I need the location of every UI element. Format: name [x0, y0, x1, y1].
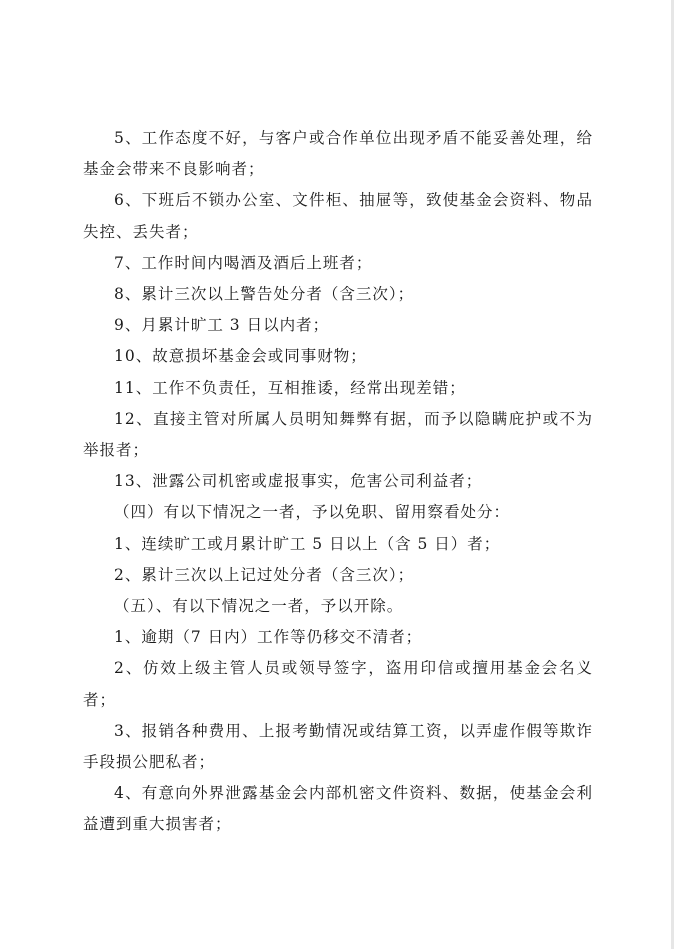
paragraph: 7、工作时间内喝酒及酒后上班者；: [114, 253, 373, 272]
section-heading: （五）、有以下情况之一者，予以开除。: [114, 597, 404, 616]
paragraph: 12、直接主管对所属人员明知舞弊有据，而予以隐瞒庇护或不为举报者；: [83, 409, 593, 460]
paragraph: 2、累计三次以上记过处分者（含三次）；: [114, 565, 415, 584]
document-body: [83, 123, 593, 841]
paragraph: 3、报销各种费用、上报考勤情况或结算工资，以弄虚作假等欺诈手段损公肥私者；: [83, 721, 593, 772]
paragraph: 1、逾期（7 日内）工作等仍移交不清者；: [114, 628, 423, 647]
paragraph: 9、月累计旷工 3 日以内者；: [114, 316, 330, 335]
paragraph: 4、有意向外界泄露基金会内部机密文件资料、数据，使基金会利益遭到重大损害者；: [83, 784, 593, 834]
paragraph: 6、下班后不锁办公室、文件柜、抽屉等，致使基金会资料、物品失控、丢失者；: [83, 191, 593, 241]
section-heading: （四）有以下情况之一者，予以免职、留用察看处分：: [114, 503, 511, 522]
paragraph: 1、连续旷工或月累计旷工 5 日以上（含 5 日）者；: [114, 534, 501, 553]
paragraph: 2、仿效上级主管人员或领导签字，盗用印信或擅用基金会名义者；: [83, 659, 593, 709]
paragraph: 13、泄露公司机密或虚报事实，危害公司利益者；: [114, 472, 483, 491]
paragraph: 5、工作态度不好，与客户或合作单位出现矛盾不能妥善处理，给基金会带来不良影响者；: [83, 129, 593, 179]
paragraph: 8、累计三次以上警告处分者（含三次）；: [114, 285, 415, 304]
paragraph: 11、工作不负责任，互相推诿，经常出现差错；: [114, 378, 466, 397]
paragraph: 10、故意损坏基金会或同事财物；: [114, 347, 367, 366]
